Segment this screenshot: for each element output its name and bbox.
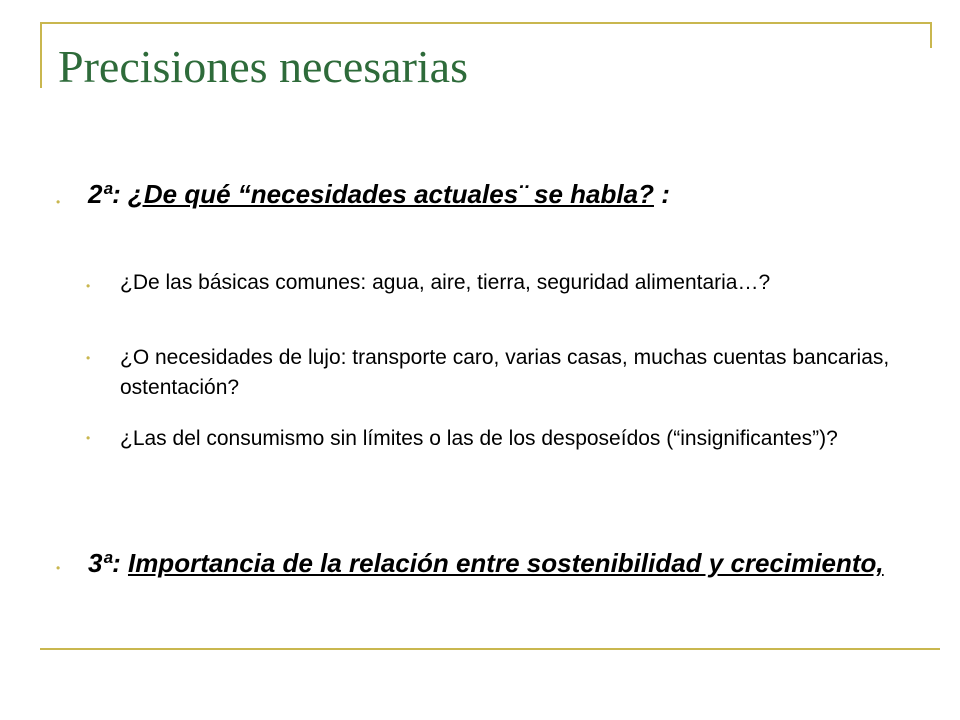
left-divider (40, 22, 42, 88)
bullet-icon: • (56, 195, 61, 209)
right-divider (930, 22, 932, 48)
sub-bullet-icon: • (86, 279, 91, 293)
sub-item-2: ¿O necesidades de lujo: transporte caro, varias casas, muchas cuentas bancarias, ostentación? (120, 346, 890, 399)
top-divider (40, 22, 932, 24)
sub-item-1: ¿De las básicas comunes: agua, aire, tierra, seguridad alimentaria…? (120, 271, 771, 294)
point-2-label: 2ª: (88, 179, 121, 209)
bullet-icon: • (56, 561, 61, 575)
sub-item-3: ¿Las del consumismo sin límites o las de los desposeídos (“insignificantes”)? (120, 427, 838, 450)
sub-bullet-icon: • (86, 351, 91, 365)
sub-bullet-icon: • (86, 431, 91, 445)
point-3 (88, 547, 928, 580)
point-3-text: Importancia de la relación entre sostenibilidad y crecimiento, (127, 548, 884, 578)
point-2-suffix: : (653, 179, 670, 209)
point-2-question: ¿De qué “necesidades actuales¨ se habla? (127, 179, 654, 209)
bottom-divider (40, 648, 940, 650)
point-3-label: 3ª: (88, 548, 128, 578)
slide-title: Precisiones necesarias (58, 41, 469, 92)
point-2 (88, 178, 928, 211)
